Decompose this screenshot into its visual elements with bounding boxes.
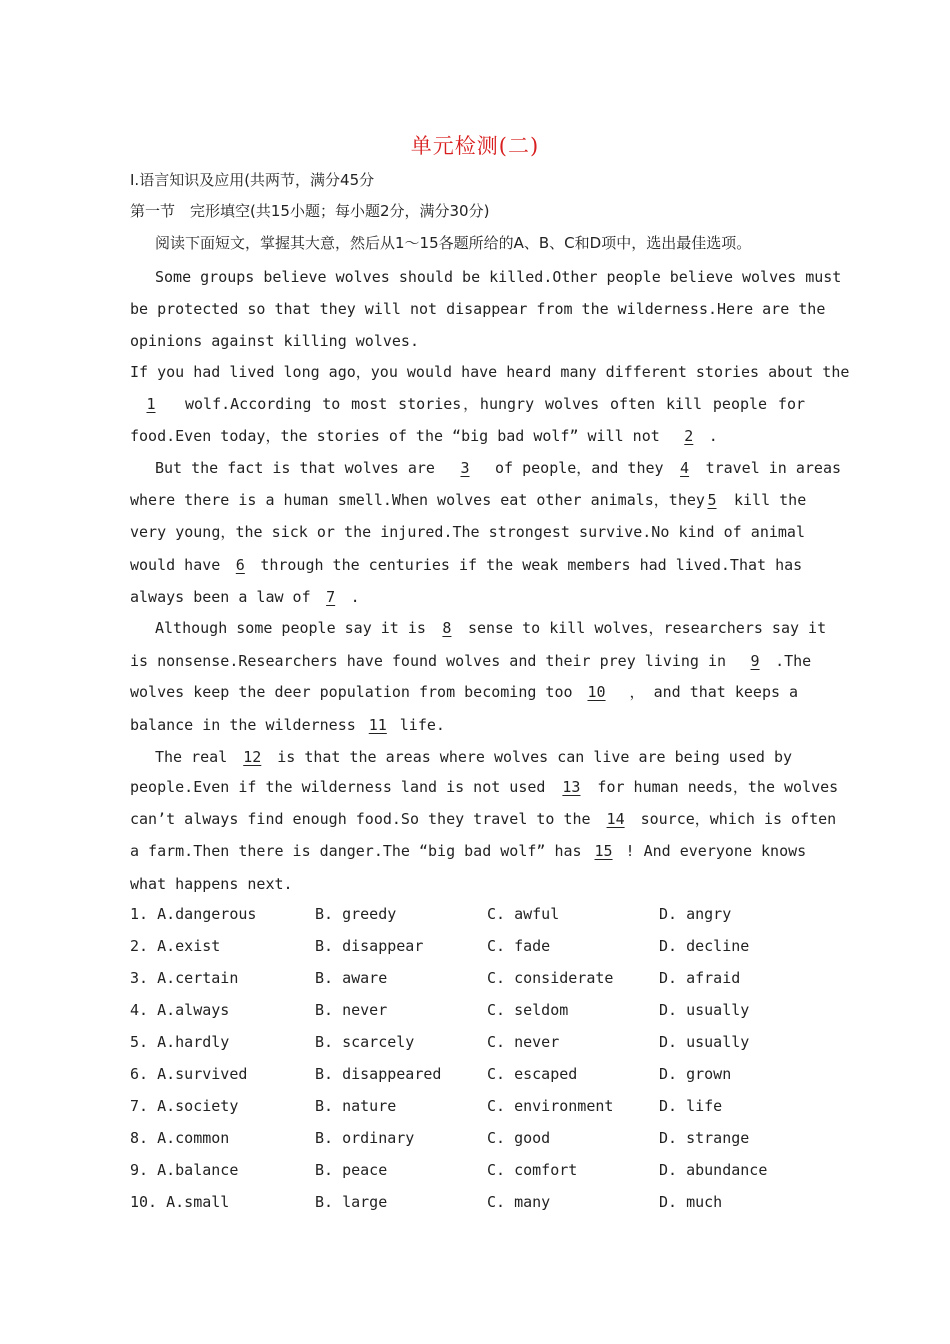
blank: 8 [442,619,452,637]
passage-line [155,458,842,478]
passage-text: wolves keep the deer population from becoming too [130,683,573,701]
passage-line [155,618,835,638]
question-options [130,1065,810,1085]
option-c: C. considerate [487,969,614,987]
passage-line [130,426,810,446]
passage-line: opinions against killing wolves. [130,332,419,350]
blank: 15 [594,842,613,860]
passage-line [130,777,839,797]
option-d: D. much [659,1193,723,1211]
passage-text: The real [155,748,228,766]
passage-line [130,490,810,510]
passage-text: wolf.According to most stories，hungry wolves often kill people for [185,395,805,413]
blank: 2 [684,427,694,445]
passage-line [130,841,810,861]
option-c: C. fade [487,937,551,955]
passage-text: balance in the wilderness [130,716,356,734]
option-a: 10. A.small [130,1193,230,1211]
question-options [130,937,810,957]
passage-line [130,682,810,702]
option-a: 6. A.survived [130,1065,248,1083]
option-d: D. strange [659,1129,750,1147]
blank: 1 [146,395,156,413]
passage-text: where there is a human smell.When wolves eat other animals，they [130,491,705,509]
option-a: 7. A.society [130,1097,239,1115]
passage-text: . [708,427,718,445]
option-b: B. nature [315,1097,397,1115]
part-heading: 第一节 完形填空(共15小题；每小题2分，满分30分) [130,202,490,220]
instructions: 阅读下面短文，掌握其大意，然后从1～15各题所给的A、B、C和D项中，选出最佳选项。 [155,234,752,252]
blank: 9 [750,652,760,670]
question-options [130,1033,810,1053]
option-b: B. disappear [315,937,424,955]
option-d: D. abundance [659,1161,768,1179]
passage-text: would have [130,556,221,574]
question-options [130,905,810,925]
question-options [130,1193,810,1213]
passage-line [130,394,810,414]
passage-text: Although some people say it is [155,619,426,637]
blank: 5 [707,491,717,509]
blank: 13 [562,778,581,796]
passage-line: Some groups believe wolves should be killed.Other people believe wolves must [155,268,842,286]
option-d: D. life [659,1097,723,1115]
passage-line [130,555,810,575]
passage-text: for human needs，the wolves [597,778,839,796]
option-c: C. escaped [487,1065,578,1083]
blank: 10 [587,683,606,701]
option-d: D. usually [659,1001,750,1019]
passage-line [155,747,835,767]
passage-text: source，which is often [640,810,837,828]
option-a: 9. A.balance [130,1161,239,1179]
option-d: D. decline [659,937,750,955]
option-c: C. environment [487,1097,614,1115]
option-b: B. aware [315,969,388,987]
option-d: D. grown [659,1065,732,1083]
passage-text: a farm.Then there is danger.The “big bad wolf” has [130,842,582,860]
option-a: 8. A.common [130,1129,230,1147]
question-options [130,1001,810,1021]
option-b: B. peace [315,1161,388,1179]
passage-text: .The [775,652,812,670]
question-options [130,1161,810,1181]
passage-line: be protected so that they will not disappear from the wilderness.Here are the [130,300,826,318]
passage-line [130,809,837,829]
section-heading: Ⅰ.语言知识及应用(共两节，满分45分 [130,171,375,189]
option-b: B. scarcely [315,1033,415,1051]
passage-text: of people，and they [495,459,664,477]
question-options [130,1097,810,1117]
passage-line [130,715,810,735]
option-c: C. good [487,1129,551,1147]
option-b: B. large [315,1193,388,1211]
passage-text: But the fact is that wolves are [155,459,435,477]
passage-text: is that the areas where wolves can live are being used by [277,748,793,766]
passage-text: sense to kill wolves，researchers say it [467,619,827,637]
passage-text: life. [399,716,445,734]
option-c: C. never [487,1033,560,1051]
option-c: C. seldom [487,1001,569,1019]
blank: 14 [606,810,625,828]
passage-text: through the centuries if the weak members had lived.That has [260,556,803,574]
option-b: B. disappeared [315,1065,442,1083]
passage-text: can’t always find enough food.So they travel to the [130,810,591,828]
option-a: 3. A.certain [130,969,239,987]
passage-text: is nonsense.Researchers have found wolves and their prey living in [130,652,727,670]
option-d: D. usually [659,1033,750,1051]
option-a: 2. A.exist [130,937,221,955]
blank: 11 [368,716,387,734]
passage-text: ! And everyone knows [625,842,807,860]
option-a: 5. A.hardly [130,1033,230,1051]
passage-text: always been a law of [130,588,311,606]
blank: 12 [243,748,262,766]
option-c: C. comfort [487,1161,578,1179]
passage-text: . [350,588,360,606]
passage-text: people.Even if the wilderness land is not used [130,778,546,796]
blank: 7 [326,588,336,606]
passage-text: kill the [734,491,807,509]
option-b: B. greedy [315,905,397,923]
passage-line: very young，the sick or the injured.The strongest survive.No kind of animal [130,523,805,541]
passage-line [130,587,810,607]
option-c: C. many [487,1193,551,1211]
option-b: B. ordinary [315,1129,415,1147]
passage-text: ， and that keeps a [629,683,799,701]
passage-line: what happens next. [130,875,293,893]
blank: 3 [460,459,470,477]
option-a: 4. A.always [130,1001,230,1019]
blank: 6 [235,556,245,574]
question-options [130,969,810,989]
question-options [130,1129,810,1149]
page-title: 单元检测(二) [410,134,540,158]
option-a: 1. A.dangerous [130,905,257,923]
blank: 4 [680,459,690,477]
option-c: C. awful [487,905,560,923]
option-d: D. angry [659,905,732,923]
passage-line [130,651,810,671]
option-b: B. never [315,1001,388,1019]
option-d: D. afraid [659,969,741,987]
passage-line: If you had lived long ago，you would have heard many different stories about the [130,363,850,381]
passage-text: travel in areas [705,459,842,477]
passage-text: food.Even today，the stories of the “big bad wolf” will not [130,427,660,445]
